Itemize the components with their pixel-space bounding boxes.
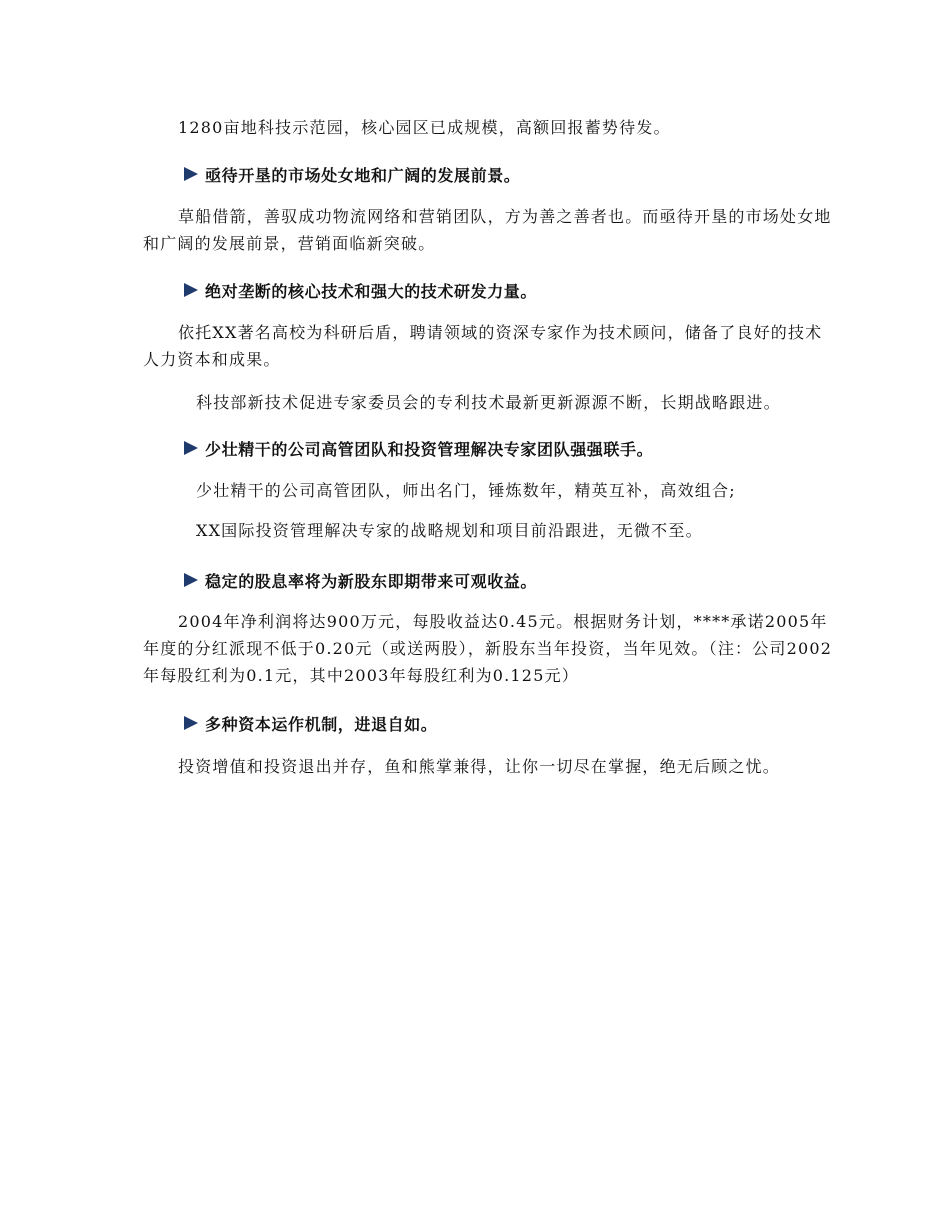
paragraph-expert-planning: XX国际投资管理解决专家的战略规划和项目前沿跟进，无微不至。 xyxy=(196,521,703,540)
triangle-arrow-icon xyxy=(183,715,199,731)
paragraph-research-support: 依托XX著名高校为科研后盾，聘请领域的资深专家作为技术顾问，储备了良好的技术人力资本和成果。 xyxy=(143,323,823,369)
heading-dividend-yield xyxy=(183,569,537,591)
paragraph-investment-exit: 投资增值和投资退出并存，鱼和熊掌兼得，让你一切尽在掌握，绝无后顾之忧。 xyxy=(178,757,781,776)
triangle-arrow-icon xyxy=(183,166,199,182)
triangle-arrow-icon xyxy=(183,282,199,298)
heading-text: 绝对垄断的核心技术和强大的技术研发力量。 xyxy=(205,281,538,301)
heading-core-technology xyxy=(183,279,537,301)
paragraph-marketing: 草船借箭，善驭成功物流网络和营销团队，方为善之善者也。而亟待开垦的市场处女地和广阔的发展前景，营销面临新突破。 xyxy=(143,207,832,253)
paragraph-demo-park: 1280亩地科技示范园，核心园区已成规模，高额回报蓄势待发。 xyxy=(178,118,671,137)
heading-capital-mechanisms xyxy=(183,712,437,734)
heading-management-team xyxy=(183,437,653,459)
heading-text: 多种资本运作机制，进退自如。 xyxy=(205,714,438,734)
paragraph-management-team: 少壮精干的公司高管团队，师出名门，锤炼数年，精英互补，高效组合; xyxy=(196,481,736,500)
triangle-arrow-icon xyxy=(183,440,199,456)
heading-text: 亟待开垦的市场处女地和广阔的发展前景。 xyxy=(205,165,521,185)
paragraph-patent-updates: 科技部新技术促进专家委员会的专利技术最新更新源源不断，长期战略跟进。 xyxy=(196,393,781,412)
heading-text: 少壮精干的公司高管团队和投资管理解决专家团队强强联手。 xyxy=(205,439,654,459)
triangle-arrow-icon xyxy=(183,572,199,588)
paragraph-financial-plan: 2004年净利润将达900万元，每股收益达0.45元。根据财务计划，****承诺2005年年度的分红派现不低于0.20元（或送两股），新股东当年投资，当年见效。（注：公司2002年每股红利为0.1元，其中2003年每股红利为0.125元） xyxy=(143,612,833,685)
heading-text: 稳定的股息率将为新股东即期带来可观收益。 xyxy=(205,571,538,591)
heading-market-prospects xyxy=(183,163,520,185)
